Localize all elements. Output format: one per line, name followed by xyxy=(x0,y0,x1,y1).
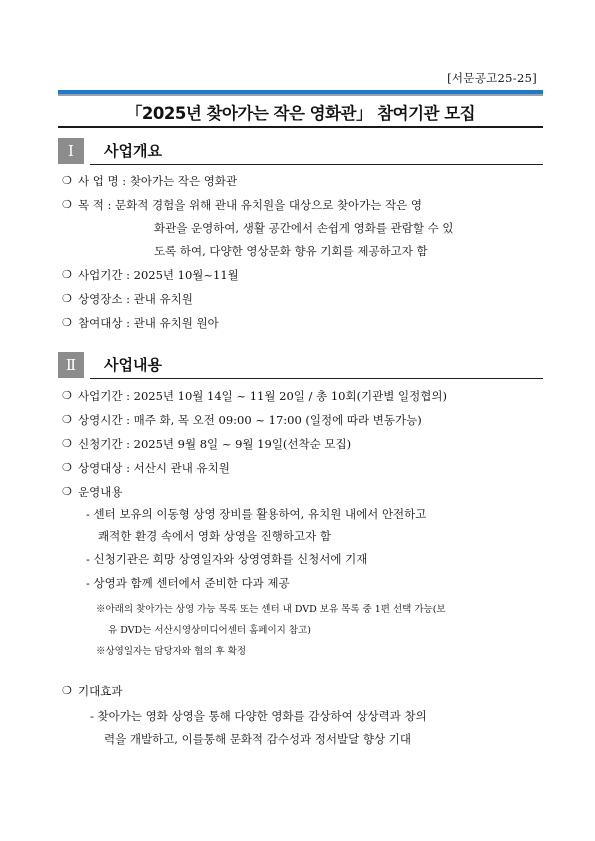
section-rule xyxy=(90,164,543,166)
section-rule xyxy=(90,378,543,380)
operation-item-3: - 상영과 함께 센터에서 준비한 다과 제공 xyxy=(86,576,290,590)
bullet-icon: ❍ xyxy=(62,437,72,450)
overview-purpose-line-3: 도록 하여, 다양한 영상문화 향유 기회를 제공하고자 함 xyxy=(154,244,428,258)
bullet-icon: ❍ xyxy=(62,268,72,281)
header-bar-gray xyxy=(58,94,543,96)
section-header-overview xyxy=(58,138,543,164)
overview-purpose-line-1: 목 적 : 문화적 경험을 위해 관내 유치원을 대상으로 찾아가는 작은 영 xyxy=(78,198,423,212)
bullet-icon: ❍ xyxy=(62,461,72,474)
section-number: Ⅰ xyxy=(58,138,84,164)
note-selection-line-1: ※아래의 찾아가는 상영 가능 목록 또는 센터 내 DVD 보유 목록 중 1편 선택 가능(보 xyxy=(96,604,446,615)
operation-item-2: - 신청기관은 희망 상영일자와 상영영화를 신청서에 기재 xyxy=(86,552,368,566)
details-screening-time: 상영시간 : 매주 화, 목 오전 09:00 ~ 17:00 (일정에 따라 변동가능) xyxy=(78,413,422,427)
bullet-icon: ❍ xyxy=(62,389,72,402)
overview-project-name: 사 업 명 : 찾아가는 작은 영화관 xyxy=(78,174,238,188)
section-title: 사업내용 xyxy=(104,356,162,374)
bullet-icon: ❍ xyxy=(62,684,72,697)
bullet-icon: ❍ xyxy=(62,292,72,305)
overview-venue: 상영장소 : 관내 유치원 xyxy=(78,292,193,306)
title-underline xyxy=(58,126,543,128)
note-schedule: ※상영일자는 담당자와 협의 후 확정 xyxy=(96,646,247,657)
operation-item-1-line-1: - 센터 보유의 이동형 상영 장비를 활용하여, 유치원 내에서 안전하고 xyxy=(86,507,427,521)
bullet-icon: ❍ xyxy=(62,174,72,187)
details-period: 사업기간 : 2025년 10월 14일 ~ 11월 20일 / 총 10회(기관별 일정협의) xyxy=(78,389,447,403)
section-title: 사업개요 xyxy=(104,142,162,160)
bullet-icon: ❍ xyxy=(62,413,72,426)
operation-item-1-line-2: 쾌적한 환경 속에서 영화 상영을 진행하고자 함 xyxy=(98,529,332,543)
bullet-icon: ❍ xyxy=(62,316,72,329)
document-title: 「2025년 찾아가는 작은 영화관」 참여기관 모집 xyxy=(125,104,476,123)
section-header-details xyxy=(58,352,543,378)
section-number: Ⅱ xyxy=(58,352,84,378)
overview-period: 사업기간 : 2025년 10월~11월 xyxy=(78,268,239,282)
details-operation-heading: 운영내용 xyxy=(78,485,123,499)
note-selection-line-2: 유 DVD는 서산시영상미디어센터 홈페이지 참고) xyxy=(108,625,311,636)
details-screening-target: 상영대상 : 서산시 관내 유치원 xyxy=(78,461,230,475)
bullet-icon: ❍ xyxy=(62,485,72,498)
expected-effect-line-1: - 찾아가는 영화 상영을 통해 다양한 영화를 감상하여 상상력과 창의 xyxy=(90,709,427,723)
bullet-icon: ❍ xyxy=(62,198,72,211)
expected-effect-line-2: 력을 개발하고, 이를통해 문화적 감수성과 정서발달 향상 기대 xyxy=(104,732,411,746)
overview-target: 참여대상 : 관내 유치원 원아 xyxy=(78,316,219,330)
document-number: [서문공고25-25] xyxy=(447,71,537,85)
overview-purpose-line-2: 화관을 운영하여, 생활 공간에서 손쉽게 영화를 관람할 수 있 xyxy=(154,221,454,235)
expected-effect-heading: 기대효과 xyxy=(78,684,123,698)
details-application-period: 신청기간 : 2025년 9월 8일 ~ 9월 19일(선착순 모집) xyxy=(78,437,352,451)
